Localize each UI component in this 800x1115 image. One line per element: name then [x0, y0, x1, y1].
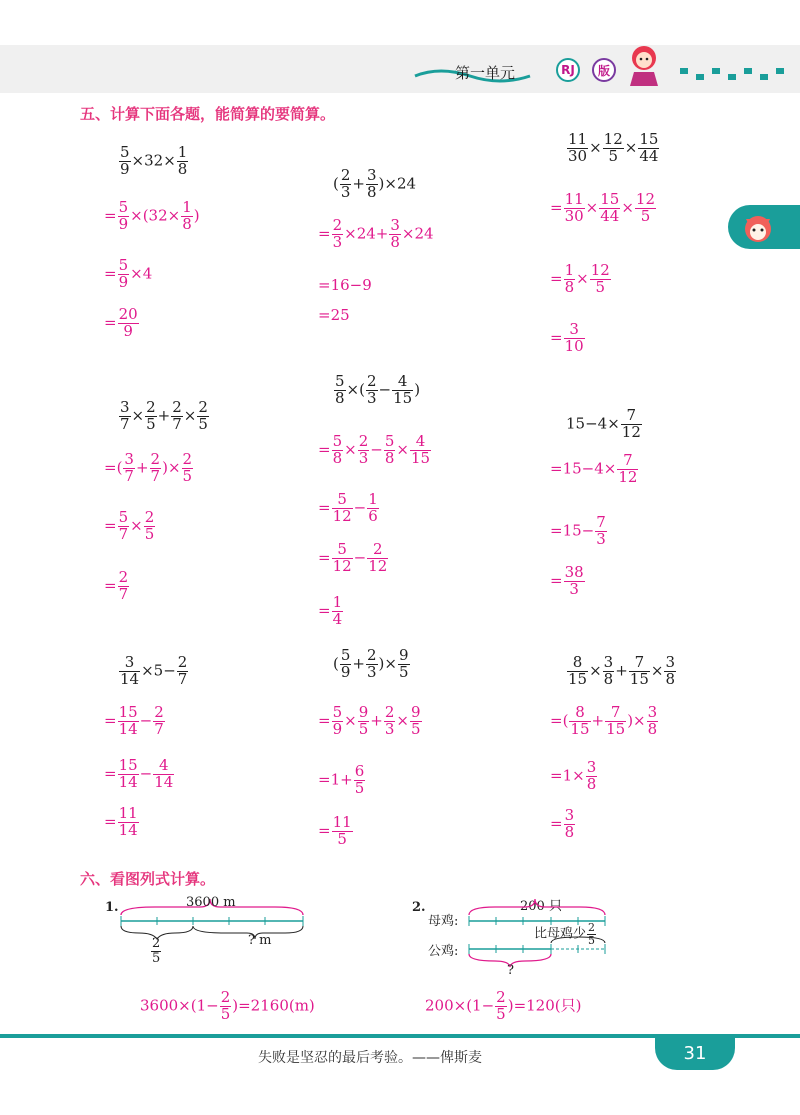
- rooster-label: 公鸡:: [428, 944, 459, 959]
- problem-1-unknown: ? m: [248, 933, 272, 948]
- problem-6-step-2: =15− $\frac{7}{3}$: [550, 513, 606, 548]
- edition-badge: 版: [592, 58, 616, 82]
- problem-9-step-1: =( $\frac{8}{15}$ + $\frac{7}{15}$ )× $\frac{3}{8}$: [550, 703, 658, 738]
- fox-icon: [738, 207, 778, 247]
- problem-1-question: $\frac{5}{9}$ ×32× $\frac{1}{8}$: [120, 143, 188, 178]
- problem-2-total: 200 只: [520, 899, 562, 914]
- problem-7-step-1: = $\frac{15}{14}$ − $\frac{2}{7}$: [104, 703, 164, 738]
- problem-1-step-2: = $\frac{5}{9}$ ×4: [104, 256, 153, 291]
- problem-7-question: $\frac{3}{14}$ ×5− $\frac{2}{7}$: [120, 653, 188, 688]
- hen-label: 母鸡:: [428, 914, 459, 929]
- problem-4-question: $\frac{3}{7}$ × $\frac{2}{5}$ + $\frac{2}{7}$ × $\frac{2}{5}$: [120, 398, 208, 433]
- problem-5-answer: = $\frac{1}{4}$: [318, 593, 343, 628]
- problem-8-step-1: = $\frac{5}{9}$ × $\frac{9}{5}$ + $\frac{2}{3}$ × $\frac{9}{5}$: [318, 703, 421, 738]
- problem-5-step-2: = $\frac{5}{12}$ − $\frac{1}{6}$: [318, 490, 378, 525]
- problem-5-question: $\frac{5}{8}$ ×( $\frac{2}{3}$ − $\frac{4}{15}$ ): [335, 372, 421, 407]
- problem-7-step-2: = $\frac{15}{14}$ − $\frac{4}{14}$: [104, 756, 174, 791]
- problem-2-question: ( $\frac{2}{3}$ + $\frac{3}{8}$ )×24: [333, 166, 417, 201]
- problem-4-step-1: =( $\frac{3}{7}$ + $\frac{2}{7}$ )× $\frac{2}{5}$: [104, 450, 193, 485]
- problem-2-less-label: 比母鸡少 $\frac{2}{5}$: [534, 921, 596, 947]
- problem-1-step-1: = $\frac{5}{9}$ ×(32× $\frac{1}{8}$ ): [104, 198, 200, 233]
- problem-6-answer: = $\frac{38}{3}$: [550, 563, 584, 598]
- problem-1-number: 1.: [105, 900, 119, 915]
- problem-1-solution: 3600×(1− $\frac{2}{5}$ )=2160(m): [140, 988, 315, 1023]
- problem-8-question: ( $\frac{5}{9}$ + $\frac{2}{3}$ )× $\frac{9}{5}$: [333, 646, 409, 681]
- problem-5-step-3: = $\frac{5}{12}$ − $\frac{2}{12}$: [318, 540, 388, 575]
- problem-2-step-1: = $\frac{2}{3}$ ×24+ $\frac{3}{8}$ ×24: [318, 216, 434, 251]
- problem-1-total: 3600 m: [186, 895, 236, 910]
- page-number: 31: [655, 1036, 735, 1070]
- side-tab: [728, 205, 800, 249]
- problem-1-part: $\frac{2}{5}$: [152, 936, 161, 966]
- problem-2-answer: =25: [318, 306, 350, 324]
- problem-7-answer: = $\frac{11}{14}$: [104, 804, 138, 839]
- problem-2-solution: 200×(1− $\frac{2}{5}$ )=120(只): [425, 988, 582, 1023]
- problem-5-step-1: = $\frac{5}{8}$ × $\frac{2}{3}$ − $\frac{5}{8}$ × $\frac{4}{15}$: [318, 432, 431, 467]
- problem-9-answer: = $\frac{3}{8}$: [550, 806, 575, 841]
- rj-badge: RJ: [556, 58, 580, 82]
- problem-9-step-2: =1× $\frac{3}{8}$: [550, 758, 597, 793]
- problem-6-question: 15−4× $\frac{7}{12}$: [566, 406, 641, 441]
- problem-2-unknown: ?: [507, 963, 514, 978]
- mascot-icon: [618, 40, 670, 88]
- problem-3-step-2: = $\frac{1}{8}$ × $\frac{12}{5}$: [550, 261, 610, 296]
- problem-2-step-2: =16−9: [318, 276, 372, 294]
- problem-3-step-1: = $\frac{11}{30}$ × $\frac{15}{44}$ × $\frac{12}{5}$: [550, 190, 656, 225]
- problem-3-question: $\frac{11}{30}$ × $\frac{12}{5}$ × $\frac{15}{44}$: [568, 130, 659, 165]
- section-6-title: 六、看图列式计算。: [80, 870, 216, 888]
- problem-9-question: $\frac{8}{15}$ × $\frac{3}{8}$ + $\frac{7}{15}$ × $\frac{3}{8}$: [568, 653, 676, 688]
- problem-8-step-2: =1+ $\frac{6}{5}$: [318, 762, 365, 797]
- footer-quote: 失败是坚忍的最后考验。——俾斯麦: [258, 1050, 482, 1066]
- problem-3-answer: = $\frac{3}{10}$: [550, 320, 584, 355]
- problem-1-answer: = $\frac{20}{9}$: [104, 305, 138, 340]
- problem-2-number: 2.: [412, 900, 426, 915]
- problem-4-answer: = $\frac{2}{7}$: [104, 568, 129, 603]
- problem-8-answer: = $\frac{11}{5}$: [318, 813, 352, 848]
- section-5-title: 五、计算下面各题，能简算的要简算。: [80, 105, 336, 123]
- problem-6-step-1: =15−4× $\frac{7}{12}$: [550, 451, 638, 486]
- unit-title: 第一单元: [455, 64, 516, 82]
- problem-4-step-2: = $\frac{5}{7}$ × $\frac{2}{5}$: [104, 508, 155, 543]
